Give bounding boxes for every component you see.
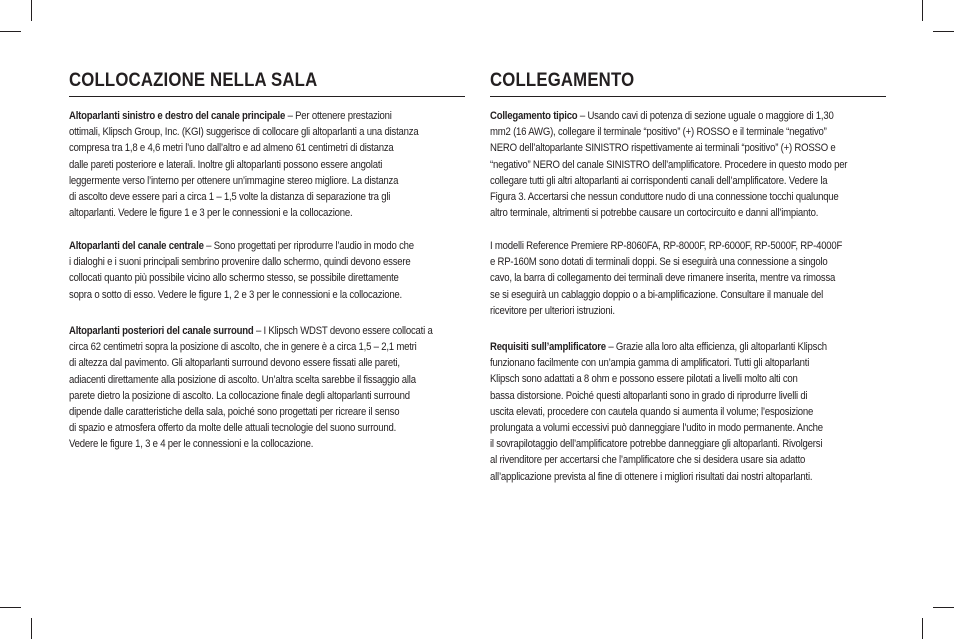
- section-dual-terminals: [490, 238, 909, 319]
- crop-mark: [0, 31, 21, 32]
- crop-mark: [933, 607, 954, 608]
- paragraph: Altoparlanti sinistro e destro del canale principale – Per ottenere prestazioni ottimali, Klipsch Group, Inc. (KGI) suggerisce di collocare gli altoparlanti a una distanza compresa tra 1,8 e 4,6 metri l’uno dall’altro e ad almeno 61 centimetri di distanza dalle pareti posteriore e laterali. Inoltre gli altoparlanti possono essere angolati leggermente verso l’interno per ottenere un’immagine stereo migliore. La distanza di ascolto deve essere pari a circa 1 – 1,5 volte la distanza di separazione tra gli altoparlanti. Vedere le figure 1 e 3 per le connessioni e la collocazione.: [69, 110, 419, 220]
- right-heading: COLLEGAMENTO: [490, 69, 635, 91]
- left-column: [69, 68, 465, 451]
- crop-mark: [922, 618, 923, 639]
- section-surround-channel: [69, 323, 502, 453]
- paragraph: Altoparlanti del canale centrale – Sono progettati per riprodurre l’audio in modo che i dialoghi e i suoni principali sembrino provenire dallo schermo, quindi devono essere collocati quanto più possibile vicino allo schermo stesso, se possibile direttamente sopra o sotto di esso. Vedere le figure 1, 2 e 3 per le connessioni e la collocazione.: [69, 240, 414, 301]
- paragraph: Collegamento tipico – Usando cavi di potenza di sezione uguale o maggiore di 1,30 mm2 (16 AWG), collegare il terminale “positivo” (+) ROSSO e il terminale “negativo” NERO dell’altoparlante SINISTRO rispettivamente ai terminali “positivo” (+) ROSSO e “negativo” NERO del canale SINISTRO dell’amplificatore. Procedere in questo modo per collegare tutti gli altri altoparlanti ai corrispondenti canali dell’amplificatore. Vedere la Figura 3. Accertarsi che nessun conduttore nudo di una connessione tocchi qualunque altro terminale, altrimenti si potrebbe causare un cortocircuito e danni all’impianto.: [490, 110, 848, 220]
- crop-mark: [31, 618, 32, 639]
- crop-mark: [31, 0, 32, 21]
- section-amplifier-requirements: [490, 339, 891, 485]
- crop-mark: [0, 607, 21, 608]
- paragraph: I modelli Reference Premiere RP-8060FA, RP-8000F, RP-6000F, RP-5000F, RP-4000F e RP-160M sono dotati di terminali doppi. Se si eseguirà una connessione a singolo cavo, la barra di collegamento dei terminali deve rimanere inserita, mentre va rimossa se si eseguirà un cablaggio doppio o a bi-amplificazione. Consultare il manuale del ricevitore per ulteriori istruzioni.: [490, 240, 843, 317]
- left-heading: COLLOCAZIONE NELLA SALA: [69, 69, 318, 91]
- crop-mark: [922, 0, 923, 21]
- left-heading-rule: [69, 68, 465, 97]
- right-heading-rule: [490, 68, 886, 97]
- paragraph: Requisiti sull’amplificatore – Grazie alla loro alta efficienza, gli altoparlanti Klipsch funzionano facilmente con un’ampia gamma di amplificatori. Tutti gli altoparlanti Klipsch sono adattati a 8 ohm e possono essere pilotati a livelli molto alti con bassa distorsione. Poiché questi altoparlanti sono in grado di riprodurre livelli di uscita elevati, procedere con cautela quando si aumenta il volume; l’esposizione prolungata a volumi eccessivi può danneggiare l’udito in modo permanente. Anche il sovrapilotaggio dell’amplificatore potrebbe danneggiare gli altoparlanti. Rivolgersi al rivenditore per accertarsi che l’amplificatore che si desidera usare sia adatto all’applicazione prevista al fine di ottenere i migliori risultati dai nostri altoparlanti.: [490, 341, 827, 483]
- paragraph: Altoparlanti posteriori del canale surround – I Klipsch WDST devono essere collocati a circa 62 centimetri sopra la posizione di ascolto, che in genere è a circa 1,5 – 2,1 metri di altezza dal pavimento. Gli altoparlanti surround devono essere fissati alle pareti, adiacenti direttamente alla posizione di ascolto. Un’altra scelta sarebbe il fissaggio alla parete dietro la posizione di ascolto. La collocazione finale degli altoparlanti surround dipende dalle caratteristiche della sala, poiché sono progettati per ricreare il senso di spazio e atmosfera offerto da molte delle attuali tecnologie del suono surround. Vedere le figure 1, 3 e 4 per le connessioni e la collocazione.: [69, 325, 433, 451]
- section-main-channel: [69, 108, 485, 221]
- crop-mark: [933, 31, 954, 32]
- section-typical-connection: [490, 108, 915, 221]
- right-column: [490, 68, 886, 483]
- section-center-channel: [69, 238, 480, 303]
